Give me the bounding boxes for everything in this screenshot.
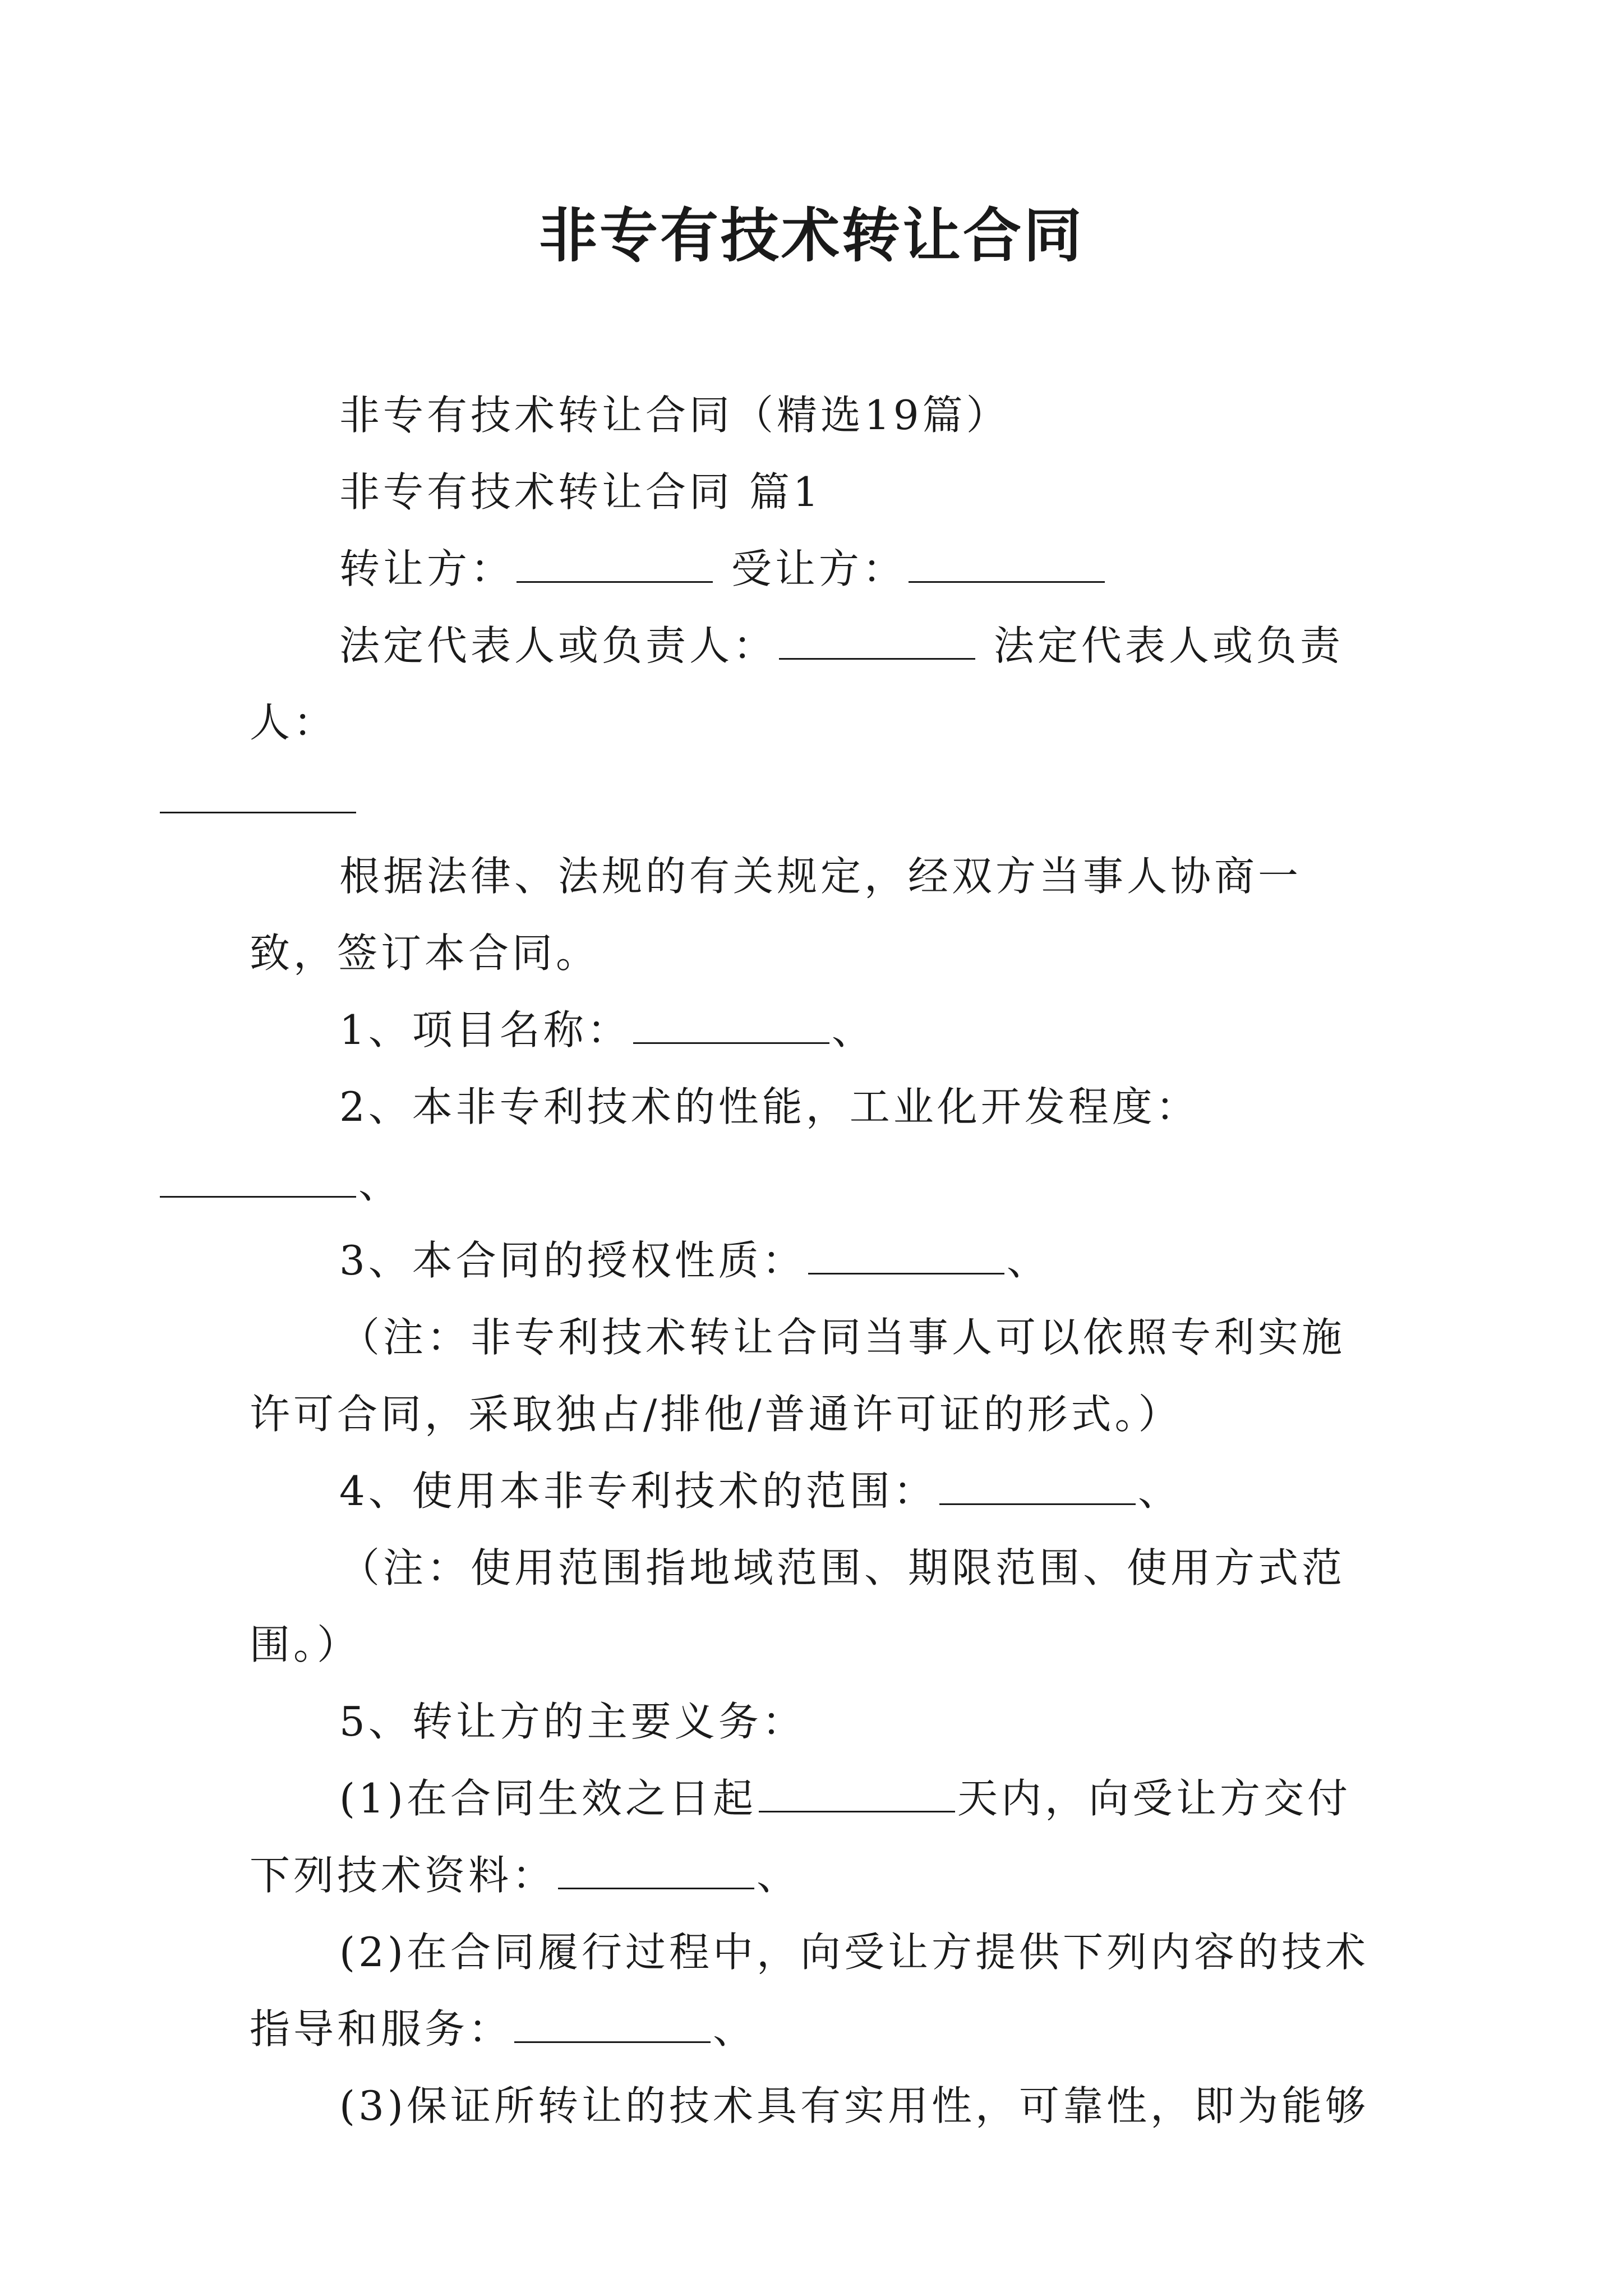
item-3 — [250, 1222, 1388, 1299]
item-4-label: 4、使用本非专利技术的范围： — [339, 1467, 937, 1515]
item-3-punct: 、 — [1006, 1237, 1050, 1284]
note-2: （注：使用范围指地域范围、期限范围、使用方式范围。） — [250, 1544, 1346, 1668]
legal-rep-blank-1 — [779, 624, 975, 660]
transferor-blank — [517, 547, 713, 583]
sub-item-1-punct: 、 — [757, 1852, 801, 1899]
sub-item-1-blank — [558, 1854, 754, 1889]
item-1-punct: 、 — [831, 1006, 875, 1053]
sub-item-1-text-a: (1)在合同生效之日起 — [339, 1775, 757, 1822]
note-1: （注：非专利技术转让合同当事人可以依照专利实施许可合同，采取独占/排他/普通许可证的形式。） — [250, 1314, 1346, 1438]
transferee-label: 受让方： — [731, 545, 906, 592]
transferor-label: 转让方： — [339, 545, 515, 592]
sub-item-2-blank — [514, 2008, 711, 2043]
sub-item-2-punct: 、 — [713, 2005, 757, 2053]
item-2-blank — [160, 1162, 356, 1198]
section-heading: 非专有技术转让合同 篇1 — [339, 468, 822, 516]
document-title: 非专有技术转让合同 — [538, 201, 1084, 270]
item-2-punct: 、 — [358, 1160, 403, 1207]
transferee-blank — [909, 547, 1105, 583]
sub-item-2 — [250, 1914, 1388, 2068]
item-3-label: 3、本合同的授权性质： — [339, 1237, 806, 1284]
sub-item-3: (3)保证所转让的技术具有实用性，可靠性，即为能够 — [339, 2082, 1369, 2129]
item-5: 5、转让方的主要义务： — [339, 1698, 806, 1745]
intro-paragraph: 根据法律、法规的有关规定，经双方当事人协商一致，签订本合同。 — [250, 853, 1302, 977]
legal-rep-blank-2 — [160, 778, 356, 813]
sub-item-2-text: (2)在合同履行过程中，向受让方提供下列内容的技术指导和服务： — [250, 1929, 1369, 2053]
item-4-punct: 、 — [1137, 1467, 1182, 1515]
subtitle: 非专有技术转让合同（精选19篇） — [339, 392, 1010, 439]
item-2 — [250, 1069, 1388, 1222]
item-3-blank — [808, 1239, 1004, 1274]
item-4 — [250, 1453, 1388, 1530]
legal-rep-label-2: 法定代表人或负责人： — [250, 622, 1344, 746]
sub-item-1-text-b: 天内，向受让方交付下列技术资料： — [250, 1775, 1352, 1899]
parties-line — [250, 531, 1388, 608]
legal-rep-label-1: 法定代表人或负责人： — [339, 622, 777, 669]
item-4-blank — [939, 1470, 1136, 1505]
item-1-label: 1、项目名称： — [339, 1006, 631, 1053]
document-body — [250, 377, 1388, 2145]
sub-item-1 — [250, 1760, 1388, 1914]
item-2-label: 2、本非专利技术的性能，工业化开发程度： — [339, 1083, 1200, 1130]
sub-item-1-blank-days — [759, 1777, 955, 1812]
item-1 — [250, 992, 1388, 1069]
legal-rep-line — [250, 608, 1388, 838]
item-1-blank — [633, 1009, 829, 1044]
